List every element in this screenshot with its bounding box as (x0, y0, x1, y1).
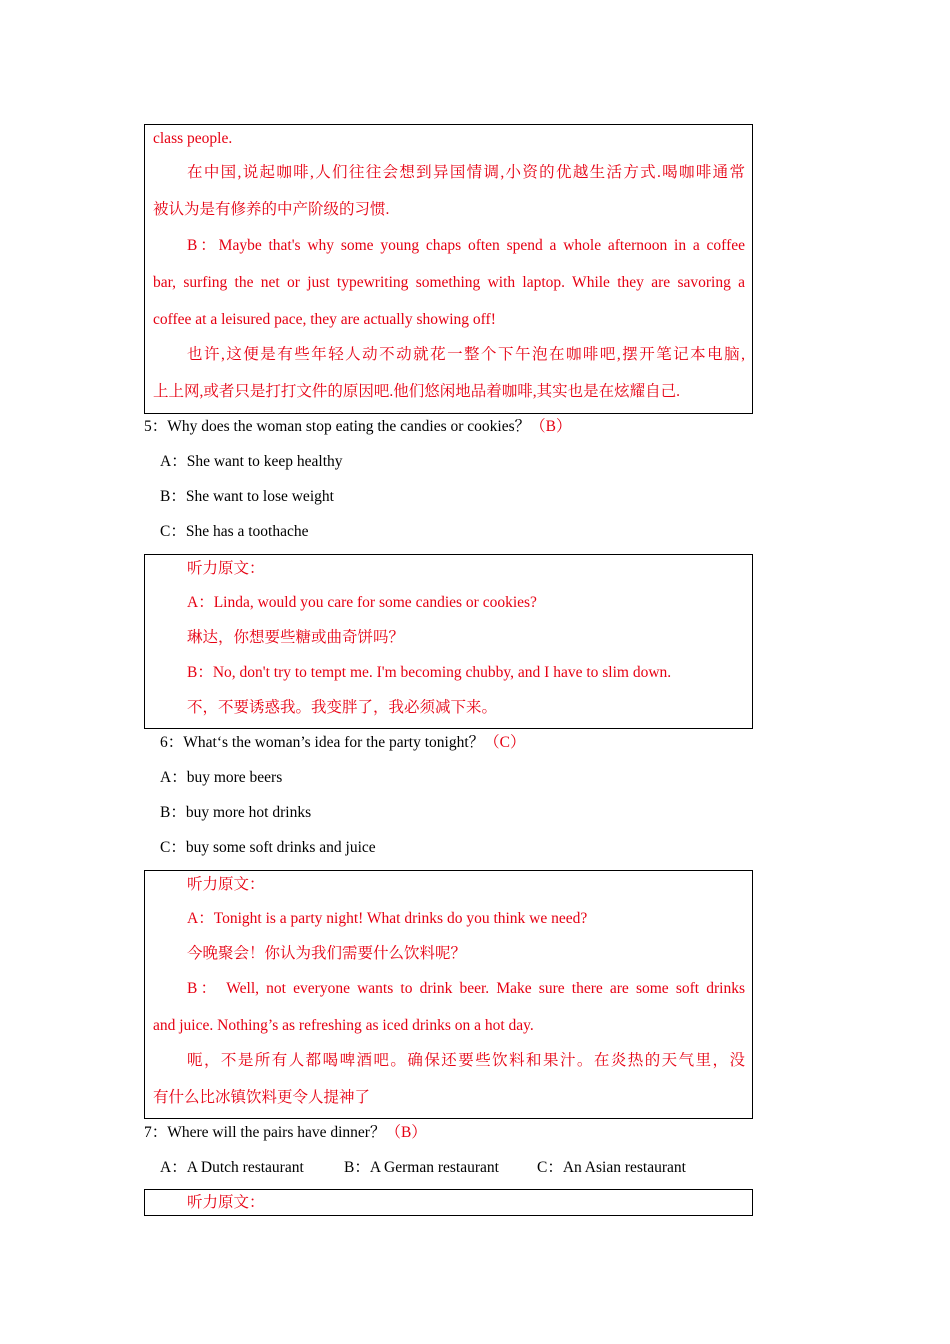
transcript-heading: 听力原文： (187, 876, 265, 893)
transcript-line: 上上网,或者只是打打文件的原因吧.他们悠闲地品着咖啡,其实也是在炫耀自己. (153, 383, 681, 400)
option-a: A：buy more beers (160, 769, 283, 786)
option-b: B：A German restaurant (344, 1159, 499, 1176)
question-6 (160, 733, 525, 753)
transcript-line: 有什么比冰镇饮料更令人提神了 (153, 1089, 371, 1106)
transcript-line: 不，不要诱惑我。我变胖了，我必须减下来。 (187, 699, 498, 716)
transcript-line: B： Well, not everyone wants to drink beer. Make sure there are some soft drinks (187, 980, 745, 997)
transcript-box-3 (144, 870, 753, 1119)
question-7 (144, 1123, 427, 1143)
question-text: 5：Why does the woman stop eating the candies or cookies？ (144, 418, 531, 435)
option-a: A：A Dutch restaurant (160, 1159, 304, 1176)
transcript-line: A：Tonight is a party night! What drinks do you think we need? (187, 910, 588, 927)
option-a: A：She want to keep healthy (160, 453, 343, 470)
answer-key: （B） (530, 418, 572, 435)
question-text: 7：Where will the pairs have dinner？ (144, 1124, 386, 1141)
transcript-line: class people. (153, 130, 233, 147)
transcript-line: 也许,这便是有些年轻人动不动就花一整个下午泡在咖啡吧,摆开笔记本电脑, (187, 346, 745, 363)
transcript-line: 呃，不是所有人都喝啤酒吧。确保还要些饮料和果汁。在炎热的天气里，没 (187, 1052, 745, 1069)
option-c: C：An Asian restaurant (537, 1159, 686, 1176)
transcript-line: and juice. Nothing’s as refreshing as iced drinks on a hot day. (153, 1017, 534, 1034)
transcript-line: A：Linda, would you care for some candies or cookies? (187, 594, 537, 611)
question-text: 6：What‘s the woman’s idea for the party tonight？ (160, 734, 485, 751)
transcript-box-2 (144, 554, 753, 729)
transcript-heading: 听力原文： (187, 1194, 265, 1211)
transcript-line: 被认为是有修养的中产阶级的习惯. (153, 201, 390, 218)
transcript-line: B：Maybe that's why some young chaps often spend a whole afternoon in a coffee (187, 237, 745, 254)
transcript-line: B：No, don't try to tempt me. I'm becoming chubby, and I have to slim down. (187, 664, 672, 681)
transcript-line: bar, surfing the net or just typewriting something with laptop. While they are savoring a (153, 274, 745, 291)
question-5 (144, 417, 571, 437)
transcript-line: 今晚聚会！你认为我们需要什么饮料呢？ (187, 945, 467, 962)
transcript-heading: 听力原文： (187, 560, 265, 577)
transcript-box-1 (144, 124, 753, 414)
transcript-line: 琳达，你想要些糖或曲奇饼吗？ (187, 629, 405, 646)
option-c: C：She has a toothache (160, 523, 309, 540)
option-c: C：buy some soft drinks and juice (160, 839, 376, 856)
option-b: B：buy more hot drinks (160, 804, 312, 821)
answer-key: （B） (385, 1124, 427, 1141)
option-b: B：She want to lose weight (160, 488, 334, 505)
transcript-line: coffee at a leisured pace, they are actually showing off! (153, 311, 496, 328)
answer-key: （C） (484, 734, 526, 751)
transcript-box-4 (144, 1189, 753, 1216)
transcript-line: 在中国,说起咖啡,人们往往会想到异国情调,小资的优越生活方式.喝咖啡通常 (187, 164, 745, 181)
